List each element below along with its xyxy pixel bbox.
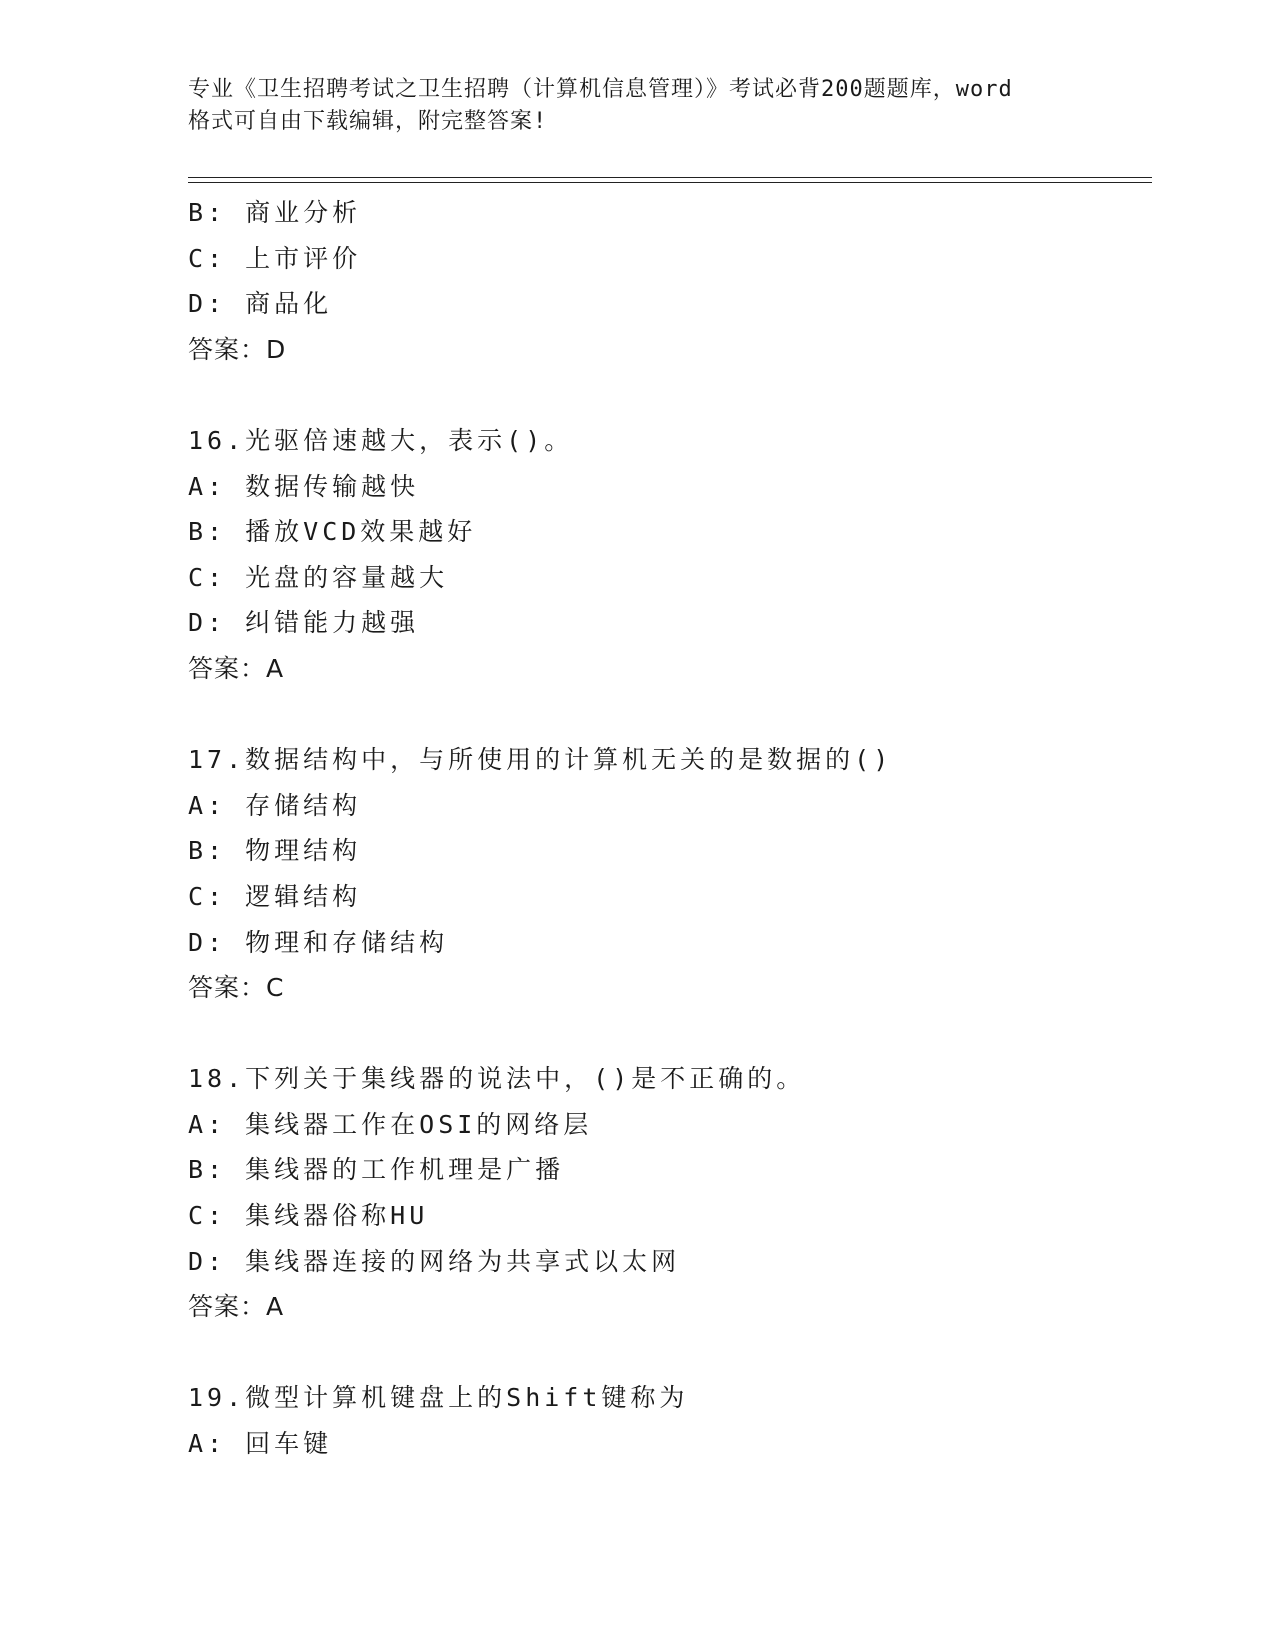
question-block-17 — [188, 737, 1148, 1011]
question-stem: 19.微型计算机键盘上的Shift键称为 — [188, 1383, 689, 1413]
header-divider-top — [188, 177, 1152, 178]
spacer — [188, 1011, 1148, 1057]
option-d: D: 集线器连接的网络为共享式以太网 — [188, 1246, 681, 1276]
question-block-19 — [188, 1375, 1148, 1466]
header-title-line-2: 格式可自由下载编辑，附完整答案! — [188, 109, 548, 134]
question-stem: 17.数据结构中，与所使用的计算机无关的是数据的() — [188, 745, 893, 775]
document-header — [188, 74, 1108, 138]
question-stem: 18.下列关于集线器的说法中，()是不正确的。 — [188, 1064, 806, 1094]
option-a: A: 集线器工作在OSI的网络层 — [188, 1109, 593, 1139]
question-stem: 16.光驱倍速越大，表示()。 — [188, 425, 574, 455]
option-c: C: 光盘的容量越大 — [188, 562, 449, 592]
answer-line: 答案：D — [188, 334, 287, 364]
question-block-18 — [188, 1056, 1148, 1330]
option-b: B: 播放VCD效果越好 — [188, 517, 477, 547]
spacer — [188, 692, 1148, 738]
option-d: D: 纠错能力越强 — [188, 608, 420, 638]
option-d: D: 物理和存储结构 — [188, 927, 449, 957]
option-b: B: 集线器的工作机理是广播 — [188, 1155, 565, 1185]
option-c: C: 集线器俗称HU — [188, 1201, 429, 1231]
option-c: C: 逻辑结构 — [188, 881, 362, 911]
spacer — [188, 372, 1148, 418]
answer-line: 答案：A — [188, 1292, 285, 1322]
option-b: B: 商业分析 — [188, 198, 362, 227]
question-block-16 — [188, 418, 1148, 692]
option-a: A: 存储结构 — [188, 790, 362, 820]
header-divider-bottom — [188, 182, 1152, 183]
question-list — [188, 190, 1148, 1467]
option-c: C: 上市评价 — [188, 243, 362, 273]
option-b: B: 物理结构 — [188, 836, 362, 866]
answer-line: 答案：C — [188, 973, 285, 1003]
option-a: A: 回车键 — [188, 1429, 333, 1459]
answer-line: 答案：A — [188, 653, 285, 683]
spacer — [188, 1330, 1148, 1376]
header-title-line-1: 专业《卫生招聘考试之卫生招聘（计算机信息管理）》考试必背200题题库，word — [188, 77, 1013, 102]
option-a: A: 数据传输越快 — [188, 471, 420, 501]
option-d: D: 商品化 — [188, 289, 333, 319]
question-block-continued — [188, 190, 1148, 372]
